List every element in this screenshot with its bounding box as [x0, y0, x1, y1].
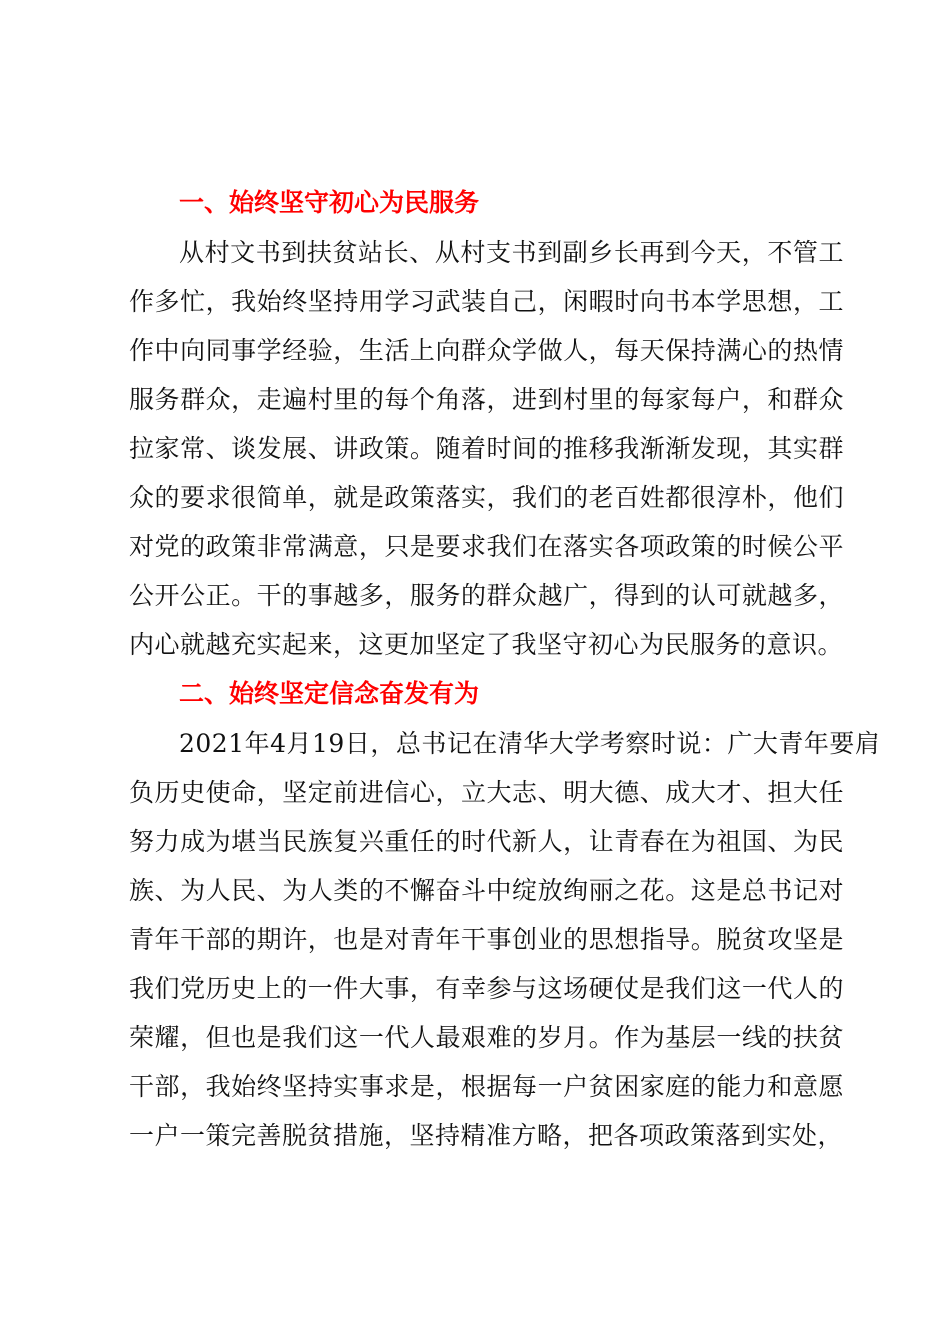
paragraph-line: 努力成为堪当民族复兴重任的时代新人，让青春在为祖国、为民 — [129, 827, 844, 856]
section-2-paragraph — [129, 719, 881, 1160]
paragraph-line: 对党的政策非常满意，只是要求我们在落实各项政策的时候公平 — [129, 532, 844, 561]
section-2-heading: 二、始终坚定信念奋发有为 — [179, 679, 480, 708]
paragraph-line: 公开公正。干的事越多，服务的群众越广，得到的认可就越多， — [129, 581, 844, 610]
paragraph-line: 拉家常、谈发展、讲政策。随着时间的推移我渐渐发现，其实群 — [129, 434, 844, 463]
document-body — [129, 178, 881, 1160]
paragraph-line: 我们党历史上的一件大事，有幸参与这场硬仗是我们这一代人的 — [129, 974, 844, 1003]
paragraph-line: 干部，我始终坚持实事求是，根据每一户贫困家庭的能力和意愿 — [129, 1072, 844, 1101]
paragraph-line: 2021年4月19日，总书记在清华大学考察时说：广大青年要肩 — [179, 729, 881, 758]
paragraph-line: 作多忙，我始终坚持用学习武装自己，闲暇时向书本学思想，工 — [129, 287, 844, 316]
paragraph-line: 内心就越充实起来，这更加坚定了我坚守初心为民服务的意识。 — [129, 630, 844, 659]
paragraph-line: 一户一策完善脱贫措施，坚持精准方略，把各项政策落到实处， — [129, 1121, 844, 1150]
paragraph-line: 众的要求很简单，就是政策落实，我们的老百姓都很淳朴，他们 — [129, 483, 844, 512]
paragraph-line: 负历史使命，坚定前进信心，立大志、明大德、成大才、担大任 — [129, 778, 844, 807]
paragraph-line: 作中向同事学经验，生活上向群众学做人，每天保持满心的热情 — [129, 336, 844, 365]
paragraph-line: 青年干部的期许，也是对青年干事创业的思想指导。脱贫攻坚是 — [129, 925, 844, 954]
section-1-heading: 一、始终坚守初心为民服务 — [179, 188, 480, 217]
section-1-paragraph — [129, 228, 844, 669]
paragraph-line: 从村文书到扶贫站长、从村支书到副乡长再到今天，不管工 — [179, 238, 844, 267]
paragraph-line: 荣耀，但也是我们这一代人最艰难的岁月。作为基层一线的扶贫 — [129, 1023, 844, 1052]
paragraph-line: 服务群众，走遍村里的每个角落，进到村里的每家每户，和群众 — [129, 385, 844, 414]
paragraph-line: 族、为人民、为人类的不懈奋斗中绽放绚丽之花。这是总书记对 — [129, 876, 844, 905]
